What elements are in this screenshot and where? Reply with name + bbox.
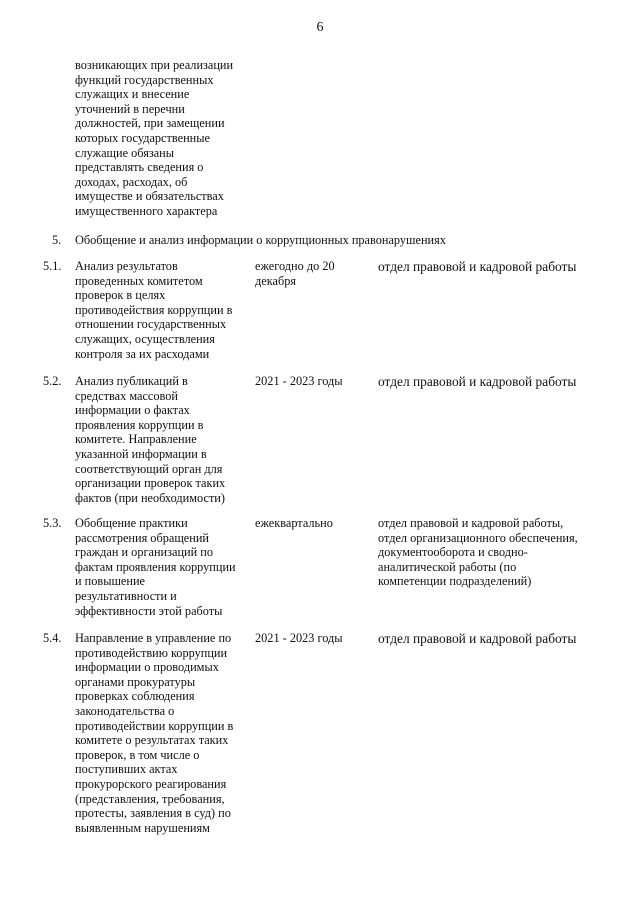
row-term: ежеквартально bbox=[255, 516, 333, 530]
row-term: 2021 - 2023 годы bbox=[255, 374, 343, 388]
row-description: Анализ результатов проведенных комитетом проверок в целях противодействия коррупции в отношении государственных служащих, осуществления контроля за их расходами bbox=[75, 259, 233, 361]
section-number: 5. bbox=[52, 233, 62, 247]
row-description: Обобщение практики рассмотрения обращений граждан и организаций по фактам проявления коррупции и повышение результативности и эффективности этой работы bbox=[75, 516, 236, 618]
row-responsible: отдел правовой и кадровой работы, отдел организационного обеспечения, документооборота и сводно- аналитической работы (по компетенции подразделений) bbox=[378, 516, 578, 589]
row-number: 5.2. bbox=[43, 374, 62, 388]
page-number: 6 bbox=[316, 20, 324, 35]
row-description: Направление в управление по противодействию коррупции информации о проводимых органами прокуратуры проверках соблюдения законодательства о противодействии коррупции в комитете о результатах таких проверок, в том числе о поступивших актах прокурорского реагирования (представления, требования, протесты, заявления в суд) по выявленным нарушениям bbox=[75, 631, 234, 835]
row-number: 5.4. bbox=[43, 631, 62, 645]
row-responsible: отдел правовой и кадровой работы bbox=[378, 259, 577, 274]
row-term: 2021 - 2023 годы bbox=[255, 631, 343, 645]
row-description: Анализ публикаций в средствах массовой информации о фактах проявления коррупции в комитете. Направление указанной информации в соответствующий орган для организации проверок таких фактов (при необходимости) bbox=[75, 374, 226, 505]
row-term: ежегодно до 20 декабря bbox=[255, 259, 335, 288]
row-responsible: отдел правовой и кадровой работы bbox=[378, 631, 577, 646]
continued-description: возникающих при реализации функций государственных служащих и внесение уточнений в перечни должностей, при замещении которых государственные служащие обязаны представлять сведения о доходах, расходах, об имуществе и обязательствах имущественного характера bbox=[75, 58, 234, 218]
section-title: Обобщение и анализ информации о коррупционных правонарушениях bbox=[75, 233, 446, 247]
row-responsible: отдел правовой и кадровой работы bbox=[378, 374, 577, 389]
row-number: 5.1. bbox=[43, 259, 62, 273]
row-number: 5.3. bbox=[43, 516, 62, 530]
